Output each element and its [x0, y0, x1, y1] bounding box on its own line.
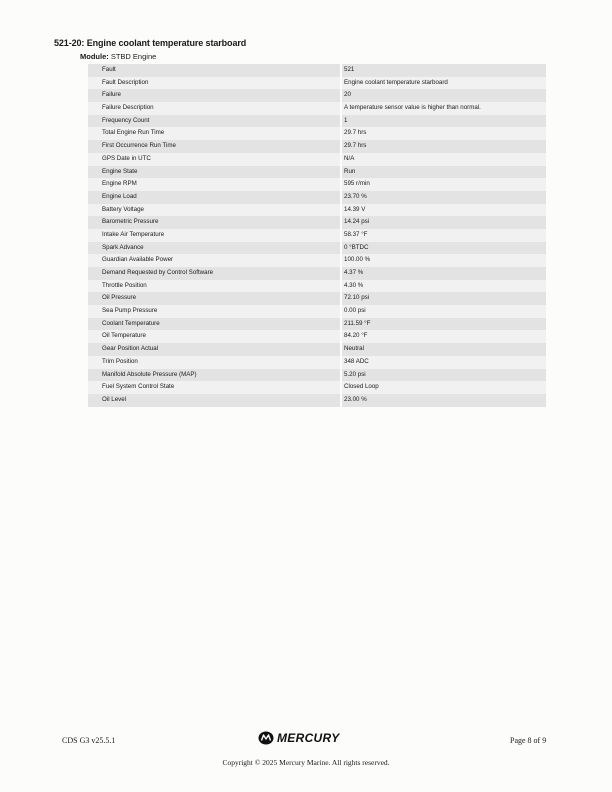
row-label: Sea Pump Pressure — [88, 305, 340, 318]
row-value: 521 — [340, 64, 546, 77]
row-label: Oil Pressure — [88, 292, 340, 305]
row-value: 29.7 hrs — [340, 127, 546, 140]
row-value: 14.24 psi — [340, 216, 546, 229]
row-label: First Occurrence Run Time — [88, 140, 340, 153]
page-number: Page 8 of 9 — [510, 736, 547, 745]
row-value: 5.20 psi — [340, 369, 546, 382]
row-value: 1 — [340, 115, 546, 128]
row-label: Engine Load — [88, 191, 340, 204]
row-label: Coolant Temperature — [88, 318, 340, 331]
mercury-logo — [258, 731, 340, 745]
row-value: N/A — [340, 153, 546, 166]
row-value: 58.37 °F — [340, 229, 546, 242]
row-label: Engine RPM — [88, 178, 340, 191]
row-label: Manifold Absolute Pressure (MAP) — [88, 369, 340, 382]
table-row — [88, 204, 546, 217]
module-label: Module: — [80, 52, 109, 61]
table-row — [88, 64, 546, 77]
row-value: 4.30 % — [340, 280, 546, 293]
table-row — [88, 166, 546, 179]
row-value: 23.00 % — [340, 394, 546, 407]
table-row — [88, 381, 546, 394]
row-label: Fault Description — [88, 77, 340, 90]
row-label: Failure Description — [88, 102, 340, 115]
row-value: 29.7 hrs — [340, 140, 546, 153]
row-value: 4.37 % — [340, 267, 546, 280]
table-row — [88, 102, 546, 115]
row-label: Guardian Available Power — [88, 254, 340, 267]
table-row — [88, 305, 546, 318]
table-row — [88, 140, 546, 153]
row-value: Neutral — [340, 343, 546, 356]
table-row — [88, 229, 546, 242]
row-label: Intake Air Temperature — [88, 229, 340, 242]
module-line — [80, 52, 156, 61]
row-value: 84.20 °F — [340, 330, 546, 343]
row-value: Engine coolant temperature starboard — [340, 77, 546, 90]
fault-data-table — [88, 64, 546, 407]
table-row — [88, 292, 546, 305]
row-label: Failure — [88, 89, 340, 102]
row-value: 23.70 % — [340, 191, 546, 204]
row-label: Throttle Position — [88, 280, 340, 293]
table-row — [88, 267, 546, 280]
row-label: Barometric Pressure — [88, 216, 340, 229]
row-label: Fuel System Control State — [88, 381, 340, 394]
table-row — [88, 216, 546, 229]
row-value: 0 °BTDC — [340, 242, 546, 255]
mercury-logo-icon — [258, 731, 274, 745]
row-label: Battery Voltage — [88, 204, 340, 217]
row-value: Run — [340, 166, 546, 179]
row-label: Frequency Count — [88, 115, 340, 128]
table-row — [88, 318, 546, 331]
table-row — [88, 127, 546, 140]
row-value: Closed Loop — [340, 381, 546, 394]
row-value: 595 r/min — [340, 178, 546, 191]
row-value: 0.00 psi — [340, 305, 546, 318]
copyright-notice: Copyright © 2025 Mercury Marine. All rights reserved. — [222, 758, 390, 767]
logo-text: MERCURY — [277, 731, 340, 745]
version-label: CDS G3 v25.5.1 — [62, 736, 116, 745]
table-row — [88, 242, 546, 255]
row-label: Trim Position — [88, 356, 340, 369]
table-row — [88, 178, 546, 191]
table-row — [88, 77, 546, 90]
row-value: 72.10 psi — [340, 292, 546, 305]
row-value: 14.39 V — [340, 204, 546, 217]
table-row — [88, 394, 546, 407]
row-label: GPS Date in UTC — [88, 153, 340, 166]
row-label: Demand Requested by Control Software — [88, 267, 340, 280]
table-row — [88, 254, 546, 267]
module-value: STBD Engine — [110, 52, 157, 61]
table-row — [88, 191, 546, 204]
row-label: Oil Level — [88, 394, 340, 407]
row-label: Gear Position Actual — [88, 343, 340, 356]
row-value: 100.00 % — [340, 254, 546, 267]
row-label: Fault — [88, 64, 340, 77]
row-label: Total Engine Run Time — [88, 127, 340, 140]
table-row — [88, 356, 546, 369]
table-row — [88, 153, 546, 166]
table-row — [88, 89, 546, 102]
row-value: A temperature sensor value is higher than normal. — [340, 102, 546, 115]
table-row — [88, 280, 546, 293]
table-row — [88, 343, 546, 356]
table-row — [88, 369, 546, 382]
table-row — [88, 115, 546, 128]
row-value: 348 ADC — [340, 356, 546, 369]
table-row — [88, 330, 546, 343]
row-label: Engine State — [88, 166, 340, 179]
row-label: Spark Advance — [88, 242, 340, 255]
row-value: 20 — [340, 89, 546, 102]
section-title: 521-20: Engine coolant temperature starboard — [54, 38, 247, 48]
row-label: Oil Temperature — [88, 330, 340, 343]
row-value: 211.59 °F — [340, 318, 546, 331]
